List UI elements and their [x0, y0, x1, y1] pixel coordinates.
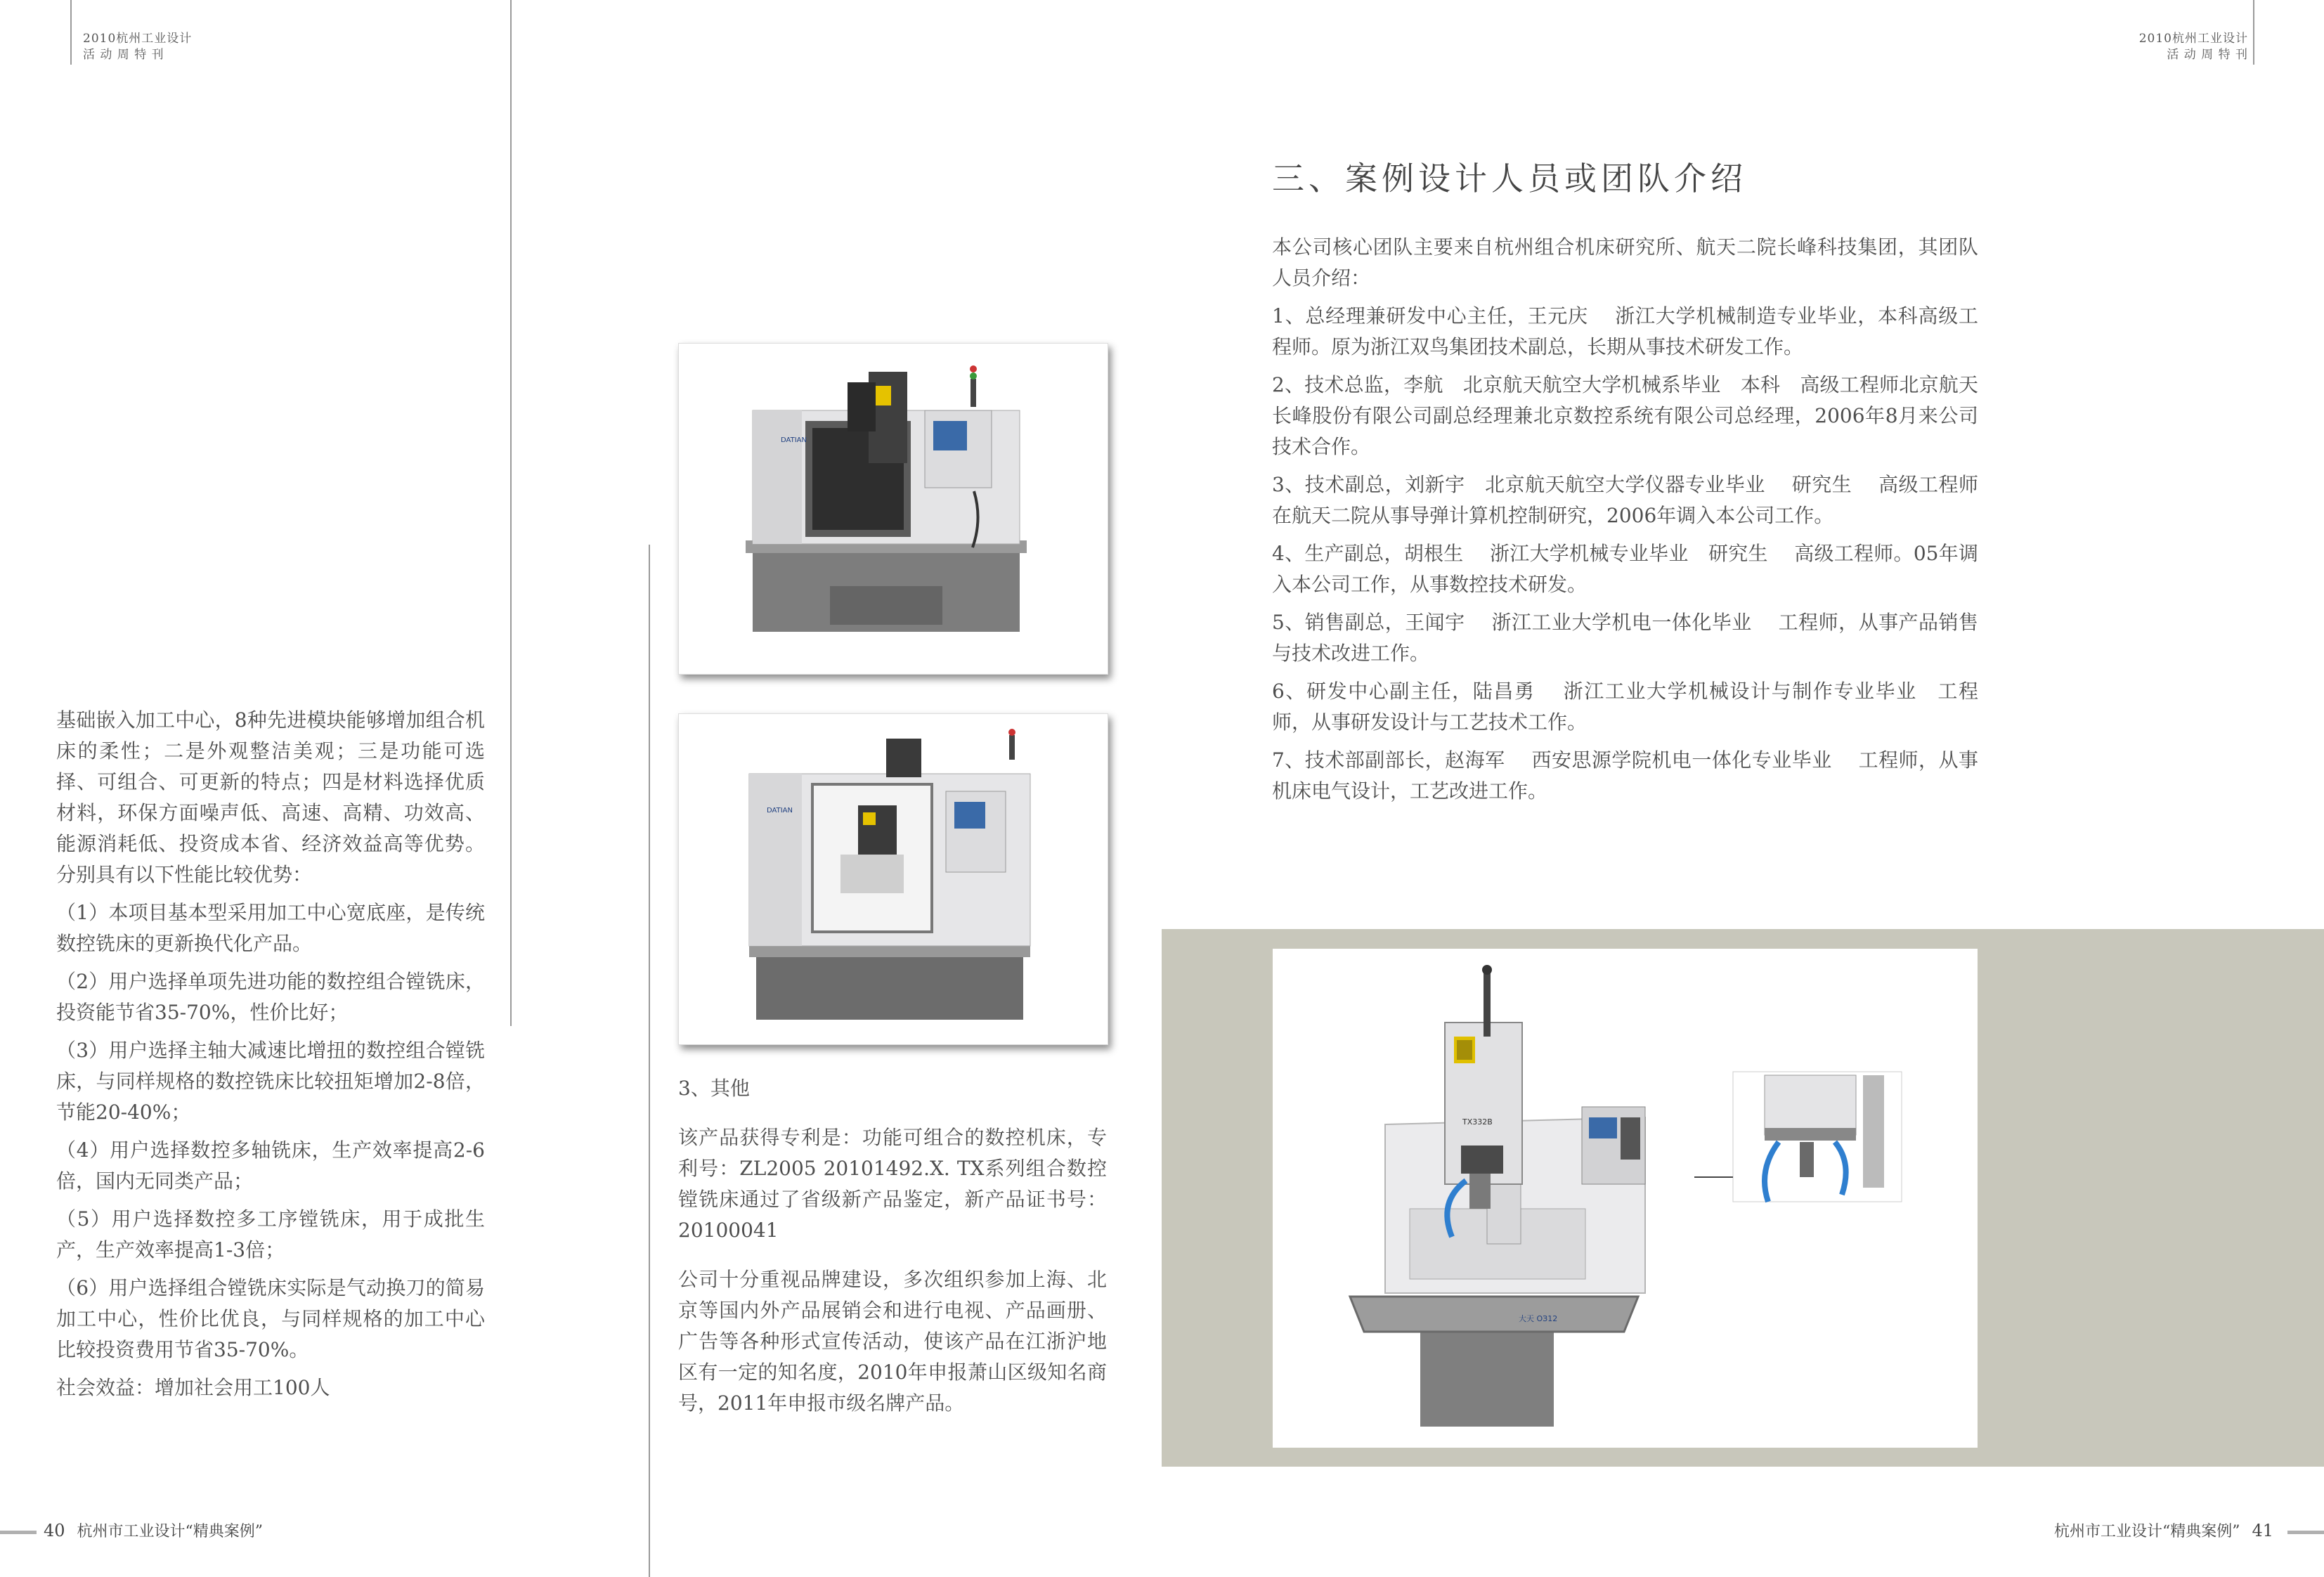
machine-photo-2 [678, 713, 1108, 1045]
crop-mark-right [2253, 0, 2254, 65]
machine-photo-1 [678, 343, 1108, 675]
middle-para-brand: 公司十分重视品牌建设，多次组织参加上海、北京等国内外产品展销会和进行电视、产品画册、广告等各种形式宣传活动，使该产品在江浙沪地区有一定的知名度，2010年申报萧山区级知名商号，2011年申报市级名牌产品。 [678, 1268, 1107, 1415]
left-para-5: （4）用户选择数控多轴铣床，生产效率提高2-6倍，国内无同类产品； [56, 1138, 485, 1193]
machine-model-label: TX332B [1462, 1117, 1493, 1127]
page-number-right: 41 [2252, 1521, 2273, 1540]
team-intro: 本公司核心团队主要来自杭州组合机床研究所、航天二院长峰科技集团，其团队人员介绍： [1272, 235, 1978, 290]
machining-center-illustration-1 [679, 344, 1108, 674]
footer-left [44, 1519, 263, 1541]
page-number-left: 40 [44, 1521, 65, 1540]
team-member-2: 2、技术总监，李航 北京航天航空大学机械系毕业 本科 高级工程师北京航天长峰股份有限公司副总经理兼北京数控系统有限公司总经理，2006年8月来公司技术合作。 [1272, 373, 1978, 458]
left-para-8: 社会效益：增加社会用工100人 [56, 1376, 330, 1399]
gutter-line [649, 545, 650, 1577]
feature-photo [1273, 949, 1978, 1448]
middle-column-text [678, 1073, 1107, 1426]
right-column-text [1272, 232, 1978, 814]
middle-section-heading: 3、其他 [678, 1077, 750, 1100]
section-title: 三、案例设计人员或团队介绍 [1272, 160, 1747, 197]
crop-mark-left [70, 0, 72, 65]
footer-rule-left [0, 1531, 37, 1534]
team-member-5: 5、销售副总，王闻宇 浙江工业大学机电一体化毕业 工程师，从事产品销售与技术改进工作。 [1272, 611, 1978, 665]
svg-text:DATIAN: DATIAN [781, 436, 807, 444]
footer-right-text: 杭州市工业设计“精典案例” [2053, 1523, 2240, 1540]
team-member-7: 7、技术部副部长，赵海军 西安思源学院机电一体化专业毕业 工程师，从事机床电气设计，工艺改进工作。 [1272, 748, 1978, 803]
left-para-4: （3）用户选择主轴大减速比增扭的数控组合镗铣床，与同样规格的数控铣床比较扭矩增加2-8倍，节能20-40%； [56, 1039, 485, 1124]
footer-right [2054, 1519, 2273, 1541]
machine-logo-label: 大天 ОЗ12 [1519, 1314, 1558, 1323]
left-para-7: （6）用户选择组合镗铣床实际是气动换刀的简易加工中心，性价比优良，与同样规格的加工中心比较投资费用节省35-70%。 [56, 1276, 485, 1361]
left-para-6: （5）用户选择数控多工序镗铣床，用于成批生产，生产效率提高1-3倍； [56, 1207, 485, 1261]
column-divider-left [510, 0, 512, 1026]
header-left [83, 31, 192, 63]
header-left-line1: 2010杭州工业设计 [83, 32, 193, 46]
left-para-1: 基础嵌入加工中心，8种先进模块能够增加组合机床的柔性；二是外观整洁美观；三是功能可选择、可组合、可更新的特点；四是材料选择优质材料，环保方面噪声低、高速、高精、功效高、能源消耗低、投资成本省、经济效益高等优势。分别具有以下性能比较优势： [56, 708, 485, 886]
team-member-6: 6、研发中心副主任，陆昌勇 浙江工业大学机械设计与制作专业毕业 工程师，从事研发设计与工艺技术工作。 [1272, 680, 1978, 734]
team-member-4: 4、生产副总，胡根生 浙江大学机械专业毕业 研究生 高级工程师。05年调入本公司工作，从事数控技术研发。 [1272, 542, 1978, 596]
left-para-3: （2）用户选择单项先进功能的数控组合镗铣床，投资能节省35-70%，性价比好； [56, 970, 485, 1024]
team-member-1: 1、总经理兼研发中心主任，王元庆 浙江大学机械制造专业毕业，本科高级工程师。原为浙江双鸟集团技术副总，长期从事技术研发工作。 [1272, 304, 1978, 358]
svg-text:DATIAN: DATIAN [767, 807, 793, 815]
left-para-2: （1）本项目基本型采用加工中心宽底座，是传统数控铣床的更新换代化产品。 [56, 901, 485, 955]
header-right-line2: 活 动 周 特 刊 [2167, 48, 2248, 62]
machining-center-illustration-2 [679, 714, 1108, 1044]
header-left-line2: 活 动 周 特 刊 [83, 48, 164, 62]
team-member-3: 3、技术副总，刘新宇 北京航天航空大学仪器专业毕业 研究生 高级工程师 在航天二院从事导弹计算机控制研究，2006年调入本公司工作。 [1272, 473, 1978, 527]
header-right [2139, 31, 2248, 63]
cnc-milling-machine-illustration [1273, 949, 1978, 1448]
footer-left-text: 杭州市工业设计“精典案例” [77, 1523, 264, 1540]
header-right-line1: 2010杭州工业设计 [2138, 32, 2248, 46]
middle-para-patent: 该产品获得专利是：功能可组合的数控机床，专利号：ZL2005 20101492.X. TX系列组合数控镗铣床通过了省级新产品鉴定，新产品证书号：20100041 [678, 1126, 1107, 1242]
left-column-text [56, 705, 485, 1410]
footer-rule-right [2287, 1531, 2324, 1534]
